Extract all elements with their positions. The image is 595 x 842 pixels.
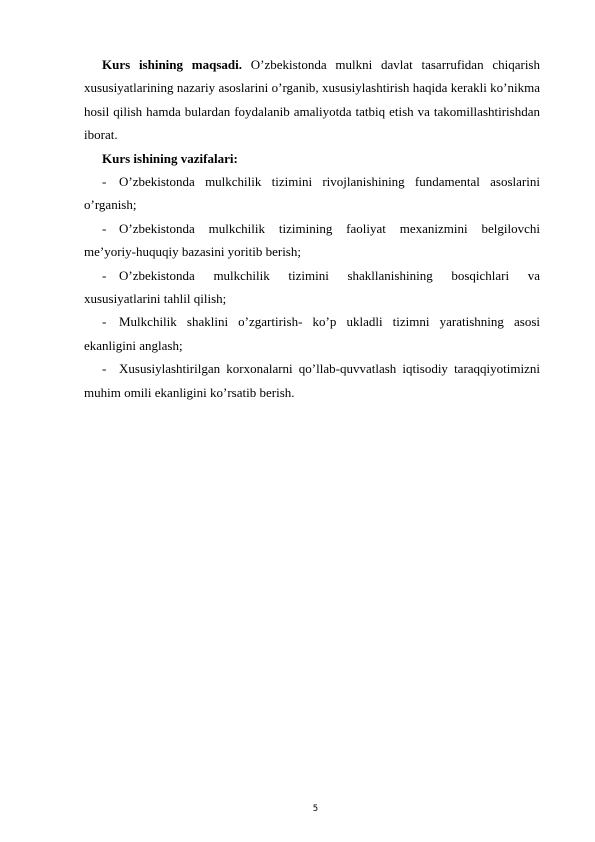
task-item-2 xyxy=(84,217,540,264)
task-text-2: O’zbekistonda mulkchilik tizimining faoliyat mexanizmini belgilovchi me’yoriy-huquqiy bazasini yoritib berish; xyxy=(84,220,540,260)
dash-marker: - xyxy=(102,174,107,190)
page-number: 5 xyxy=(312,804,319,814)
goal-text: O’zbekistonda mulkni davlat tasarrufidan chiqarish xususiyatlarining nazariy asoslarini o’rganib, xususiylashtirish haqida kerakli ko’nikma hosil qilish hamda bulardan foydalanib amaliyotda tatbiq etish va takomillashtirishdan iborat. xyxy=(84,57,540,143)
dash-marker: - xyxy=(102,267,107,283)
dash-marker: - xyxy=(102,314,107,330)
task-item-4 xyxy=(84,310,540,357)
task-text-4: Mulkchilik shaklini o’zgartirish- ko’p ukladli tizimni yaratishning asosi ekanligini anglash; xyxy=(84,314,540,353)
task-item-5 xyxy=(84,357,540,404)
tasks-heading: Kurs ishining vazifalari: xyxy=(102,150,238,166)
goal-paragraph xyxy=(84,53,540,147)
dash-marker: - xyxy=(102,220,107,236)
goal-heading: Kurs ishining maqsadi. xyxy=(102,57,243,72)
task-text-3: O’zbekistonda mulkchilik tizimini shakllanishining bosqichlari va xususiyatlarini tahlil qilish; xyxy=(84,267,540,307)
task-item-1 xyxy=(84,170,540,217)
task-text-5: Xususiylashtirilgan korxonalarni qo’llab-quvvatlash iqtisodiy taraqqiyotimizni muhim omili ekanligini ko’rsatib berish. xyxy=(84,361,540,400)
task-item-3 xyxy=(84,264,540,311)
task-text-1: O’zbekistonda mulkchilik tizimini rivojlanishining fundamental asoslarini o’rganish; xyxy=(84,174,540,213)
document-body xyxy=(84,53,540,404)
dash-marker: - xyxy=(102,361,107,377)
